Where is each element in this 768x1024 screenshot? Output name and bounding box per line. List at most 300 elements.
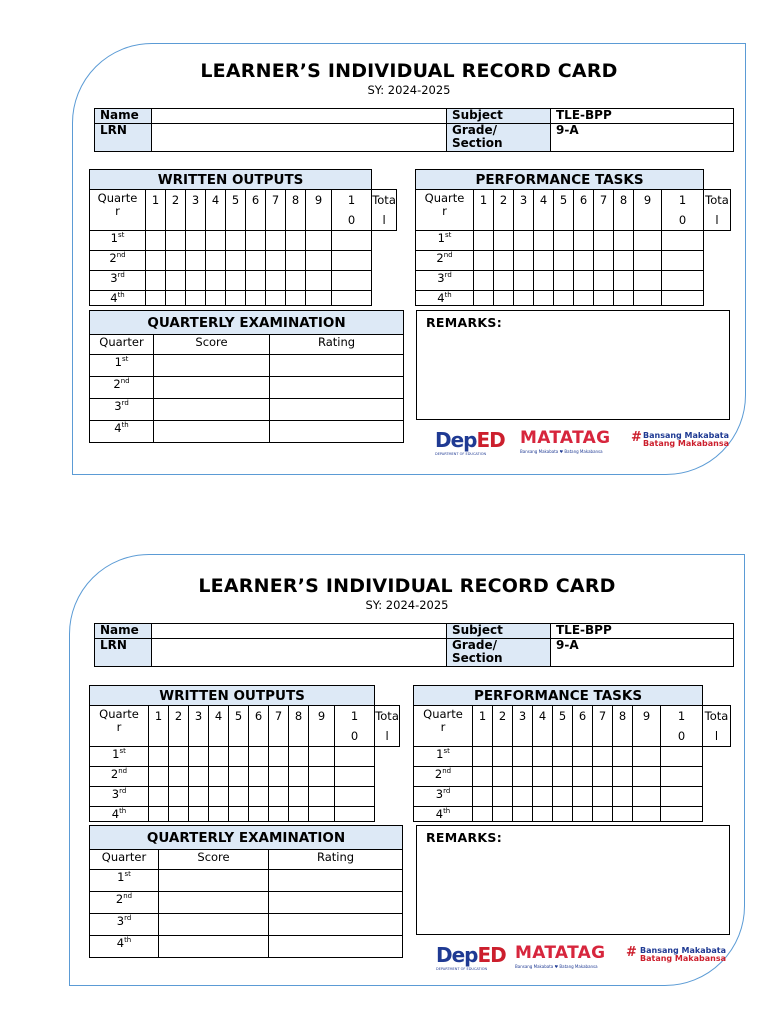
score-cell[interactable] [306,251,332,271]
exam-rating-header: Rating [270,335,404,355]
deped-logo: DepED [435,428,505,452]
column-header: 7 [593,706,613,747]
score-cell[interactable] [306,231,332,251]
score-cell[interactable] [266,251,286,271]
score-cell[interactable] [186,271,206,291]
exam-score-header: Score [154,335,270,355]
score-cell[interactable] [289,807,309,822]
column-header: 3 [189,706,209,747]
score-cell[interactable] [614,271,634,291]
score-cell[interactable] [209,787,229,807]
total-header: Tota l [704,190,731,231]
score-cell[interactable] [266,291,286,306]
school-year: SY: 2024-2025 [365,598,449,612]
score-cell[interactable] [634,251,662,271]
score-cell[interactable] [633,807,661,822]
score-cell[interactable] [166,291,186,306]
column-header: 1 [146,190,166,231]
score-cell[interactable] [474,251,494,271]
performance-tasks-table [415,169,731,306]
score-cell[interactable] [209,767,229,787]
score-cell[interactable] [554,291,574,306]
column-header: 8 [614,190,634,231]
score-cell[interactable] [335,787,375,807]
score-cell[interactable] [206,271,226,291]
score-cell[interactable] [473,767,493,787]
learner-info-table [94,623,734,667]
score-cell[interactable] [332,251,372,271]
column-header: 1 [149,706,169,747]
score-cell[interactable] [169,767,189,787]
score-cell[interactable] [186,291,206,306]
score-cell[interactable] [269,767,289,787]
exam-rating-cell[interactable] [269,892,403,914]
score-cell[interactable] [594,271,614,291]
remarks-label: REMARKS: [426,830,502,845]
quarter-label: 2nd [90,251,146,271]
score-cell[interactable] [573,807,593,822]
score-cell[interactable] [146,291,166,306]
score-cell[interactable] [493,787,513,807]
subject-value: TLE-BPP [551,109,734,124]
quarter-header: Quarte r [414,706,473,747]
name-label: Name [95,109,152,124]
score-cell[interactable] [474,231,494,251]
score-cell[interactable] [634,291,662,306]
quarter-label: 4th [416,291,474,306]
score-cell[interactable] [209,747,229,767]
score-cell[interactable] [661,807,703,822]
column-header: 4 [534,190,554,231]
column-header-10: 1 0 [332,190,372,231]
deped-logo: DepED [436,943,506,967]
column-header: 9 [309,706,335,747]
score-cell[interactable] [473,747,493,767]
score-cell[interactable] [169,807,189,822]
exam-rating-cell[interactable] [270,421,404,443]
exam-score-cell[interactable] [159,870,269,892]
score-cell[interactable] [149,787,169,807]
column-header: 7 [594,190,614,231]
score-cell[interactable] [246,291,266,306]
quarter-header: Quarte r [90,190,146,231]
score-cell[interactable] [249,747,269,767]
score-cell[interactable] [633,747,661,767]
column-header: 9 [306,190,332,231]
card-title: LEARNER’S INDIVIDUAL RECORD CARD [200,60,618,82]
name-field[interactable] [152,109,447,124]
score-cell[interactable] [553,747,573,767]
performance-tasks-title: PERFORMANCE TASKS [414,686,703,706]
score-cell[interactable] [186,251,206,271]
total-header: Tota l [703,706,731,747]
score-cell[interactable] [494,231,514,251]
score-cell[interactable] [661,747,703,767]
score-cell[interactable] [493,807,513,822]
bansang-hash-icon: # [626,945,637,960]
column-header: 3 [186,190,206,231]
score-cell[interactable] [335,807,375,822]
score-cell[interactable] [494,291,514,306]
quarterly-exam-title: QUARTERLY EXAMINATION [90,826,403,850]
exam-rating-cell[interactable] [270,355,404,377]
exam-quarter-label: 4th [90,936,159,958]
matatag-logo-caption: Bansang Makabata ♥ Batang Makabansa [515,964,598,969]
record-card [72,43,746,475]
score-cell[interactable] [335,747,375,767]
subject-label: Subject [447,624,551,639]
score-cell[interactable] [614,251,634,271]
column-header-10: 1 0 [661,706,703,747]
score-cell[interactable] [494,251,514,271]
score-cell[interactable] [332,291,372,306]
grade-section-label: Grade/ Section [447,639,551,667]
score-cell[interactable] [593,767,613,787]
score-cell[interactable] [534,291,554,306]
column-header: 2 [169,706,189,747]
performance-tasks-title: PERFORMANCE TASKS [416,170,704,190]
column-header: 3 [514,190,534,231]
column-header-10: 1 0 [335,706,375,747]
score-cell[interactable] [286,251,306,271]
quarterly-exam-table [89,310,404,443]
column-header: 6 [249,706,269,747]
score-cell[interactable] [661,767,703,787]
column-header: 8 [286,190,306,231]
deped-logo-caption: DEPARTMENT OF EDUCATION [436,967,488,971]
score-cell[interactable] [149,807,169,822]
column-header: 1 [473,706,493,747]
score-cell[interactable] [494,271,514,291]
column-header: 2 [166,190,186,231]
quarter-label: 1st [90,747,149,767]
score-cell[interactable] [146,231,166,251]
score-cell[interactable] [614,291,634,306]
score-cell[interactable] [246,271,266,291]
score-cell[interactable] [229,747,249,767]
score-cell[interactable] [661,787,703,807]
lrn-field[interactable] [152,639,447,667]
column-header: 5 [553,706,573,747]
score-cell[interactable] [594,251,614,271]
column-header: 4 [209,706,229,747]
score-cell[interactable] [513,747,533,767]
quarterly-exam-table [89,825,403,958]
deped-logo-caption: DEPARTMENT OF EDUCATION [435,452,487,456]
score-cell[interactable] [514,271,534,291]
bansang-hash-icon: # [631,430,642,445]
written-outputs-title: WRITTEN OUTPUTS [90,170,372,190]
score-cell[interactable] [513,767,533,787]
score-cell[interactable] [554,231,574,251]
column-header: 5 [229,706,249,747]
score-cell[interactable] [553,807,573,822]
score-cell[interactable] [332,271,372,291]
score-cell[interactable] [289,767,309,787]
column-header: 9 [634,190,662,231]
score-cell[interactable] [286,291,306,306]
score-cell[interactable] [594,231,614,251]
exam-quarter-label: 1st [90,870,159,892]
score-cell[interactable] [226,251,246,271]
score-cell[interactable] [573,787,593,807]
quarter-header: Quarte r [90,706,149,747]
score-cell[interactable] [634,231,662,251]
score-cell[interactable] [574,291,594,306]
score-cell[interactable] [593,787,613,807]
score-cell[interactable] [249,807,269,822]
score-cell[interactable] [514,251,534,271]
score-cell[interactable] [513,807,533,822]
grade-section-value: 9-A [551,639,734,667]
score-cell[interactable] [493,767,513,787]
exam-score-cell[interactable] [159,936,269,958]
quarter-label: 2nd [416,251,474,271]
score-cell[interactable] [309,807,335,822]
score-cell[interactable] [309,747,335,767]
score-cell[interactable] [249,767,269,787]
column-header: 1 [474,190,494,231]
exam-score-cell[interactable] [159,914,269,936]
score-cell[interactable] [186,231,206,251]
column-header: 8 [289,706,309,747]
column-header: 5 [226,190,246,231]
score-cell[interactable] [229,767,249,787]
column-header: 7 [269,706,289,747]
exam-quarter-label: 1st [90,355,154,377]
score-cell[interactable] [534,271,554,291]
quarter-label: 4th [90,807,149,822]
remarks-box[interactable] [416,310,730,420]
score-cell[interactable] [286,271,306,291]
column-header: 6 [574,190,594,231]
score-cell[interactable] [633,767,661,787]
bansang-makabata-logo: Bansang Makabata Batang Makabansa [643,431,729,448]
column-header: 3 [513,706,533,747]
matatag-logo-caption: Bansang Makabata ♥ Batang Makabansa [520,449,603,454]
score-cell[interactable] [226,231,246,251]
quarter-label: 2nd [90,767,149,787]
exam-rating-cell[interactable] [269,914,403,936]
exam-rating-cell[interactable] [270,399,404,421]
score-cell[interactable] [246,251,266,271]
score-cell[interactable] [662,251,704,271]
score-cell[interactable] [533,767,553,787]
score-cell[interactable] [169,747,189,767]
quarter-label: 4th [90,291,146,306]
score-cell[interactable] [166,231,186,251]
exam-rating-cell[interactable] [270,377,404,399]
quarter-label: 3rd [416,271,474,291]
score-cell[interactable] [332,231,372,251]
score-cell[interactable] [473,807,493,822]
column-header: 4 [206,190,226,231]
score-cell[interactable] [309,787,335,807]
exam-score-cell[interactable] [154,355,270,377]
score-cell[interactable] [229,787,249,807]
score-cell[interactable] [534,251,554,271]
exam-rating-header: Rating [269,850,403,870]
remarks-box[interactable] [416,825,730,935]
exam-quarter-header: Quarter [90,335,154,355]
score-cell[interactable] [554,271,574,291]
exam-score-cell[interactable] [154,377,270,399]
column-header: 5 [554,190,574,231]
score-cell[interactable] [553,767,573,787]
score-cell[interactable] [169,787,189,807]
score-cell[interactable] [166,251,186,271]
score-cell[interactable] [493,747,513,767]
score-cell[interactable] [613,807,633,822]
exam-quarter-label: 4th [90,421,154,443]
score-cell[interactable] [206,291,226,306]
written-outputs-table [89,169,397,306]
quarter-label: 3rd [90,787,149,807]
grade-section-value: 9-A [551,124,734,152]
name-label: Name [95,624,152,639]
school-year: SY: 2024-2025 [367,83,451,97]
score-cell[interactable] [662,271,704,291]
score-cell[interactable] [269,747,289,767]
lrn-label: LRN [95,639,152,667]
score-cell[interactable] [634,271,662,291]
score-cell[interactable] [633,787,661,807]
score-cell[interactable] [266,271,286,291]
learner-info-table [94,108,734,152]
performance-tasks-table [413,685,731,822]
score-cell[interactable] [209,807,229,822]
score-cell[interactable] [189,747,209,767]
score-cell[interactable] [573,747,593,767]
total-header: Tota l [375,706,400,747]
score-cell[interactable] [206,231,226,251]
quarter-label: 3rd [90,271,146,291]
card-title: LEARNER’S INDIVIDUAL RECORD CARD [198,575,616,597]
score-cell[interactable] [226,271,246,291]
score-cell[interactable] [474,291,494,306]
column-header: 4 [533,706,553,747]
score-cell[interactable] [149,747,169,767]
score-cell[interactable] [266,231,286,251]
column-header: 6 [246,190,266,231]
score-cell[interactable] [514,291,534,306]
column-header: 6 [573,706,593,747]
score-cell[interactable] [269,807,289,822]
score-cell[interactable] [146,271,166,291]
score-cell[interactable] [574,231,594,251]
exam-quarter-header: Quarter [90,850,159,870]
score-cell[interactable] [269,787,289,807]
name-field[interactable] [152,624,447,639]
subject-label: Subject [447,109,551,124]
score-cell[interactable] [286,231,306,251]
bansang-makabata-logo: Bansang Makabata Batang Makabansa [640,946,726,963]
written-outputs-title: WRITTEN OUTPUTS [90,686,375,706]
score-cell[interactable] [189,807,209,822]
score-cell[interactable] [613,787,633,807]
score-cell[interactable] [206,251,226,271]
exam-score-cell[interactable] [154,421,270,443]
quarterly-exam-title: QUARTERLY EXAMINATION [90,311,404,335]
score-cell[interactable] [573,767,593,787]
score-cell[interactable] [593,807,613,822]
score-cell[interactable] [226,291,246,306]
score-cell[interactable] [534,231,554,251]
exam-quarter-label: 2nd [90,377,154,399]
score-cell[interactable] [662,291,704,306]
column-header: 2 [493,706,513,747]
score-cell[interactable] [574,251,594,271]
column-header: 7 [266,190,286,231]
exam-rating-cell[interactable] [269,936,403,958]
score-cell[interactable] [614,231,634,251]
quarter-label: 3rd [414,787,473,807]
score-cell[interactable] [146,251,166,271]
column-header: 9 [633,706,661,747]
written-outputs-table [89,685,400,822]
exam-quarter-label: 3rd [90,914,159,936]
matatag-logo: MATATAG [515,943,606,963]
score-cell[interactable] [246,231,266,251]
record-card [69,554,745,986]
quarter-label: 1st [90,231,146,251]
score-cell[interactable] [553,787,573,807]
quarter-label: 1st [414,747,473,767]
exam-score-cell[interactable] [159,892,269,914]
score-cell[interactable] [662,231,704,251]
score-cell[interactable] [533,807,553,822]
score-cell[interactable] [189,787,209,807]
score-cell[interactable] [594,291,614,306]
subject-value: TLE-BPP [551,624,734,639]
score-cell[interactable] [533,787,553,807]
score-cell[interactable] [306,271,332,291]
score-cell[interactable] [306,291,332,306]
score-cell[interactable] [474,271,494,291]
score-cell[interactable] [249,787,269,807]
score-cell[interactable] [289,787,309,807]
score-cell[interactable] [335,767,375,787]
exam-quarter-label: 2nd [90,892,159,914]
score-cell[interactable] [533,747,553,767]
score-cell[interactable] [149,767,169,787]
score-cell[interactable] [574,271,594,291]
score-cell[interactable] [189,767,209,787]
quarter-label: 2nd [414,767,473,787]
score-cell[interactable] [613,767,633,787]
score-cell[interactable] [289,747,309,767]
score-cell[interactable] [229,807,249,822]
score-cell[interactable] [473,787,493,807]
score-cell[interactable] [593,747,613,767]
remarks-label: REMARKS: [426,315,502,330]
grade-section-label: Grade/ Section [447,124,551,152]
lrn-label: LRN [95,124,152,152]
quarter-label: 1st [416,231,474,251]
score-cell[interactable] [513,787,533,807]
exam-score-header: Score [159,850,269,870]
score-cell[interactable] [554,251,574,271]
quarter-label: 4th [414,807,473,822]
exam-score-cell[interactable] [154,399,270,421]
exam-rating-cell[interactable] [269,870,403,892]
column-header: 2 [494,190,514,231]
score-cell[interactable] [309,767,335,787]
score-cell[interactable] [166,271,186,291]
lrn-field[interactable] [152,124,447,152]
score-cell[interactable] [613,747,633,767]
score-cell[interactable] [514,231,534,251]
